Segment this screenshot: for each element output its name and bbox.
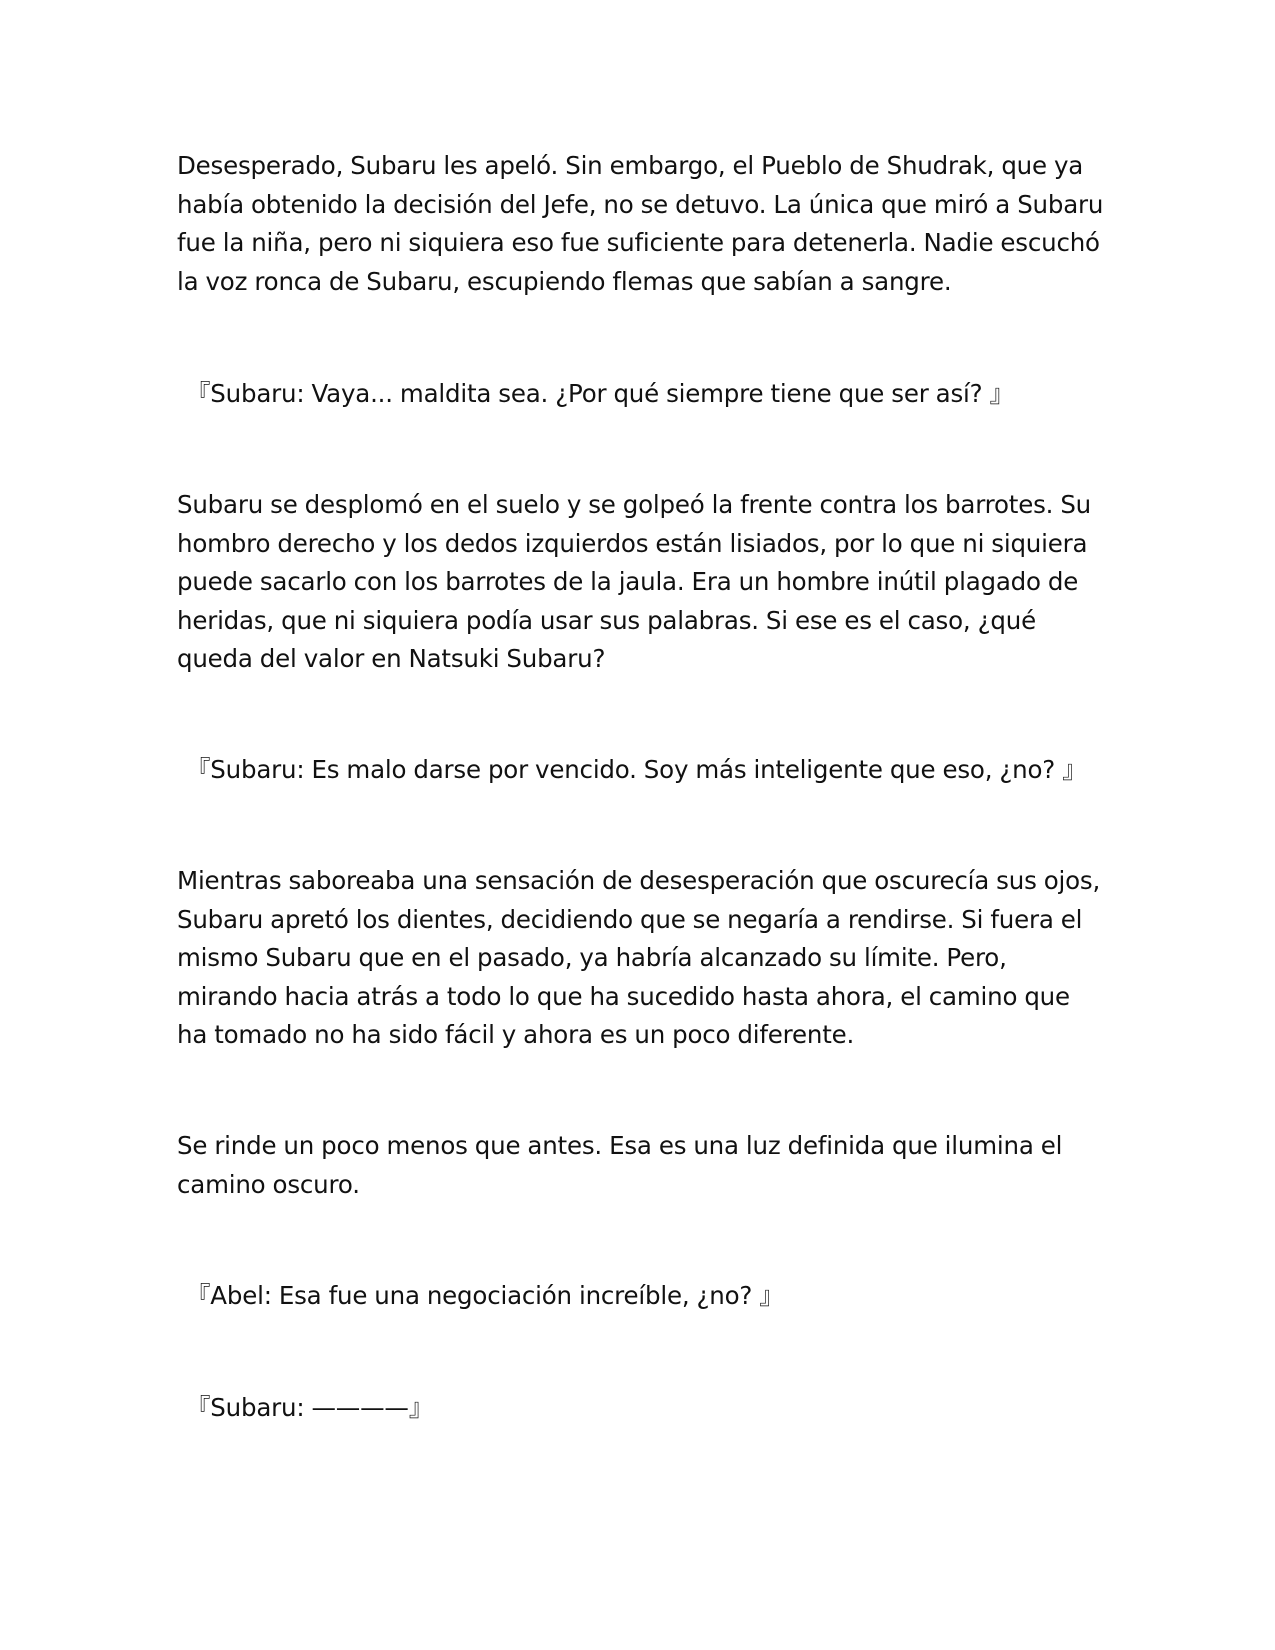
- narration-paragraph: Desesperado, Subaru les apeló. Sin embargo, el Pueblo de Shudrak, que ya había obtenido la decisión del Jefe, no se detuvo. La única que miró a Subaru fue la niña, pero ni siquiera eso fue suficiente para detenerla. Nadie escuchó la voz ronca de Subaru, escupiendo flemas que sabían a sangre.: [177, 151, 1104, 296]
- dialogue-line: 『Abel: Esa fue una negociación increíble, ¿no? 』: [186, 1281, 784, 1310]
- narration-paragraph: Se rinde un poco menos que antes. Esa es una luz definida que ilumina el camino oscuro.: [177, 1131, 1063, 1199]
- dialogue-line: 『Subaru: ————』: [186, 1393, 433, 1422]
- narration-paragraph: Mientras saboreaba una sensación de desesperación que oscurecía sus ojos, Subaru apretó los dientes, decidiendo que se negaría a rendirse. Si fuera el mismo Subaru que en el pasado, ya habría alcanzado su límite. Pero, mirando hacia atrás a todo lo que ha sucedido hasta ahora, el camino que ha tomado no ha sido fácil y ahora es un poco diferente.: [177, 866, 1101, 1049]
- narration-paragraph: Subaru se desplomó en el suelo y se golpeó la frente contra los barrotes. Su hombro derecho y los dedos izquierdos están lisiados, por lo que ni siquiera puede sacarlo con los barrotes de la jaula. Era un hombre inútil plagado de heridas, que ni siquiera podía usar sus palabras. Si ese es el caso, ¿qué queda del valor en Natsuki Subaru?: [177, 490, 1091, 673]
- dialogue-line: 『Subaru: Vaya... maldita sea. ¿Por qué siempre tiene que ser así? 』: [186, 379, 1014, 408]
- dialogue-line: 『Subaru: Es malo darse por vencido. Soy más inteligente que eso, ¿no? 』: [186, 755, 1087, 784]
